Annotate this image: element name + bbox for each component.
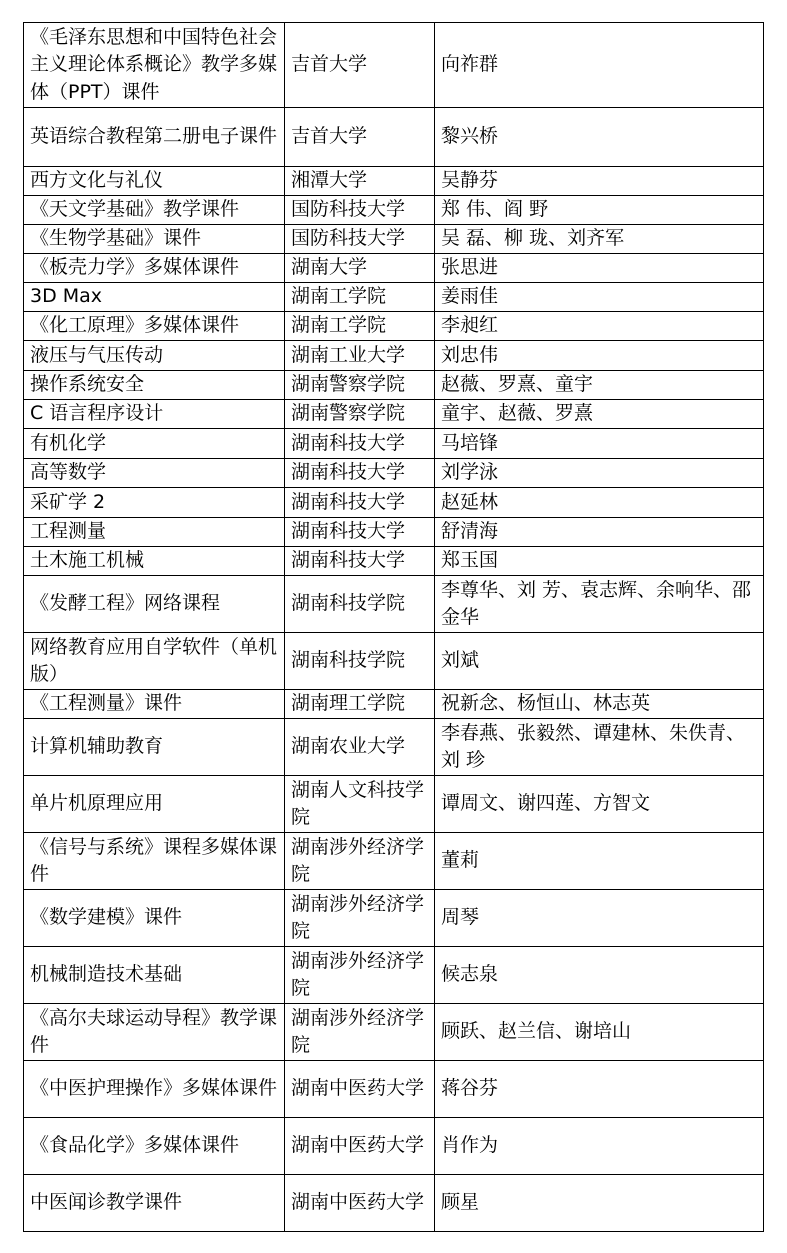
table-row <box>24 283 764 312</box>
table-row <box>24 1004 764 1061</box>
authors-cell: 赵延林 <box>435 488 764 518</box>
school-cell: 湖南科技学院 <box>285 576 435 633</box>
authors-cell: 刘学泳 <box>435 459 764 488</box>
table-row <box>24 429 764 459</box>
school-cell: 湖南科技学院 <box>285 633 435 690</box>
table-row <box>24 719 764 776</box>
school-cell: 湖南人文科技学院 <box>285 776 435 833</box>
course-name-cell: C 语言程序设计 <box>24 400 285 429</box>
table-row <box>24 23 764 108</box>
course-name-cell: 《工程测量》课件 <box>24 690 285 719</box>
table-row <box>24 225 764 254</box>
authors-cell: 姜雨佳 <box>435 283 764 312</box>
authors-cell: 李春燕、张毅然、谭建林、朱佚青、刘 珍 <box>435 719 764 776</box>
table-row <box>24 400 764 429</box>
school-cell: 湖南农业大学 <box>285 719 435 776</box>
course-name-cell: 《天文学基础》教学课件 <box>24 196 285 225</box>
course-name-cell: 单片机原理应用 <box>24 776 285 833</box>
school-cell: 湖南涉外经济学院 <box>285 890 435 947</box>
course-name-cell: 《食品化学》多媒体课件 <box>24 1118 285 1175</box>
authors-cell: 肖作为 <box>435 1118 764 1175</box>
table-row <box>24 108 764 167</box>
table-row <box>24 547 764 576</box>
school-cell: 湖南中医药大学 <box>285 1175 435 1232</box>
school-cell: 湖南科技大学 <box>285 518 435 547</box>
course-name-cell: 中医闻诊教学课件 <box>24 1175 285 1232</box>
authors-cell: 吴静芬 <box>435 167 764 196</box>
authors-cell: 周琴 <box>435 890 764 947</box>
table-row <box>24 833 764 890</box>
course-name-cell: 《化工原理》多媒体课件 <box>24 312 285 341</box>
course-name-cell: 《板壳力学》多媒体课件 <box>24 254 285 283</box>
course-name-cell: 机械制造技术基础 <box>24 947 285 1004</box>
table-row <box>24 488 764 518</box>
table-row <box>24 341 764 371</box>
authors-cell: 董莉 <box>435 833 764 890</box>
authors-cell: 马培锋 <box>435 429 764 459</box>
table-body <box>24 23 764 1232</box>
table-row <box>24 776 764 833</box>
table-row <box>24 633 764 690</box>
school-cell: 湖南科技大学 <box>285 459 435 488</box>
courseware-table <box>23 22 764 1232</box>
school-cell: 湖南工业大学 <box>285 341 435 371</box>
school-cell: 湖南涉外经济学院 <box>285 833 435 890</box>
authors-cell: 刘忠伟 <box>435 341 764 371</box>
course-name-cell: 有机化学 <box>24 429 285 459</box>
authors-cell: 祝新念、杨恒山、林志英 <box>435 690 764 719</box>
table-row <box>24 254 764 283</box>
table-row <box>24 459 764 488</box>
table-row <box>24 690 764 719</box>
school-cell: 国防科技大学 <box>285 225 435 254</box>
course-name-cell: 《毛泽东思想和中国特色社会主义理论体系概论》教学多媒体（PPT）课件 <box>24 23 285 108</box>
table-row <box>24 890 764 947</box>
table-row <box>24 312 764 341</box>
authors-cell: 吴 磊、柳 珑、刘齐军 <box>435 225 764 254</box>
authors-cell: 蒋谷芬 <box>435 1061 764 1118</box>
school-cell: 湖南科技大学 <box>285 488 435 518</box>
authors-cell: 李昶红 <box>435 312 764 341</box>
authors-cell: 刘斌 <box>435 633 764 690</box>
authors-cell: 童宇、赵薇、罗熹 <box>435 400 764 429</box>
school-cell: 湖南中医药大学 <box>285 1118 435 1175</box>
school-cell: 湖南工学院 <box>285 312 435 341</box>
course-name-cell: 《数学建模》课件 <box>24 890 285 947</box>
table-row <box>24 576 764 633</box>
course-name-cell: 网络教育应用自学软件（单机版） <box>24 633 285 690</box>
authors-cell: 顾跃、赵兰信、谢培山 <box>435 1004 764 1061</box>
authors-cell: 张思进 <box>435 254 764 283</box>
course-name-cell: 英语综合教程第二册电子课件 <box>24 108 285 167</box>
authors-cell: 李尊华、刘 芳、袁志辉、余响华、邵金华 <box>435 576 764 633</box>
authors-cell: 向祚群 <box>435 23 764 108</box>
table-row <box>24 167 764 196</box>
authors-cell: 郑玉国 <box>435 547 764 576</box>
school-cell: 湖南警察学院 <box>285 400 435 429</box>
authors-cell: 谭周文、谢四莲、方智文 <box>435 776 764 833</box>
course-name-cell: 3D Max <box>24 283 285 312</box>
school-cell: 湖南科技大学 <box>285 429 435 459</box>
course-name-cell: 西方文化与礼仪 <box>24 167 285 196</box>
table-row <box>24 1061 764 1118</box>
course-name-cell: 《生物学基础》课件 <box>24 225 285 254</box>
course-name-cell: 计算机辅助教育 <box>24 719 285 776</box>
authors-cell: 候志泉 <box>435 947 764 1004</box>
table-row <box>24 1175 764 1232</box>
course-name-cell: 采矿学 2 <box>24 488 285 518</box>
table-row <box>24 1118 764 1175</box>
course-name-cell: 高等数学 <box>24 459 285 488</box>
authors-cell: 舒清海 <box>435 518 764 547</box>
course-name-cell: 土木施工机械 <box>24 547 285 576</box>
table-row <box>24 196 764 225</box>
course-name-cell: 液压与气压传动 <box>24 341 285 371</box>
authors-cell: 赵薇、罗熹、童宇 <box>435 371 764 400</box>
authors-cell: 顾星 <box>435 1175 764 1232</box>
school-cell: 湖南大学 <box>285 254 435 283</box>
course-name-cell: 操作系统安全 <box>24 371 285 400</box>
school-cell: 湘潭大学 <box>285 167 435 196</box>
course-name-cell: 《高尔夫球运动导程》教学课件 <box>24 1004 285 1061</box>
school-cell: 国防科技大学 <box>285 196 435 225</box>
school-cell: 吉首大学 <box>285 23 435 108</box>
table-row <box>24 518 764 547</box>
school-cell: 湖南涉外经济学院 <box>285 947 435 1004</box>
table-row <box>24 371 764 400</box>
school-cell: 吉首大学 <box>285 108 435 167</box>
school-cell: 湖南中医药大学 <box>285 1061 435 1118</box>
authors-cell: 黎兴桥 <box>435 108 764 167</box>
school-cell: 湖南科技大学 <box>285 547 435 576</box>
course-name-cell: 工程测量 <box>24 518 285 547</box>
course-name-cell: 《中医护理操作》多媒体课件 <box>24 1061 285 1118</box>
course-name-cell: 《发酵工程》网络课程 <box>24 576 285 633</box>
school-cell: 湖南理工学院 <box>285 690 435 719</box>
school-cell: 湖南涉外经济学院 <box>285 1004 435 1061</box>
school-cell: 湖南警察学院 <box>285 371 435 400</box>
table-row <box>24 947 764 1004</box>
course-name-cell: 《信号与系统》课程多媒体课件 <box>24 833 285 890</box>
school-cell: 湖南工学院 <box>285 283 435 312</box>
authors-cell: 郑 伟、阎 野 <box>435 196 764 225</box>
